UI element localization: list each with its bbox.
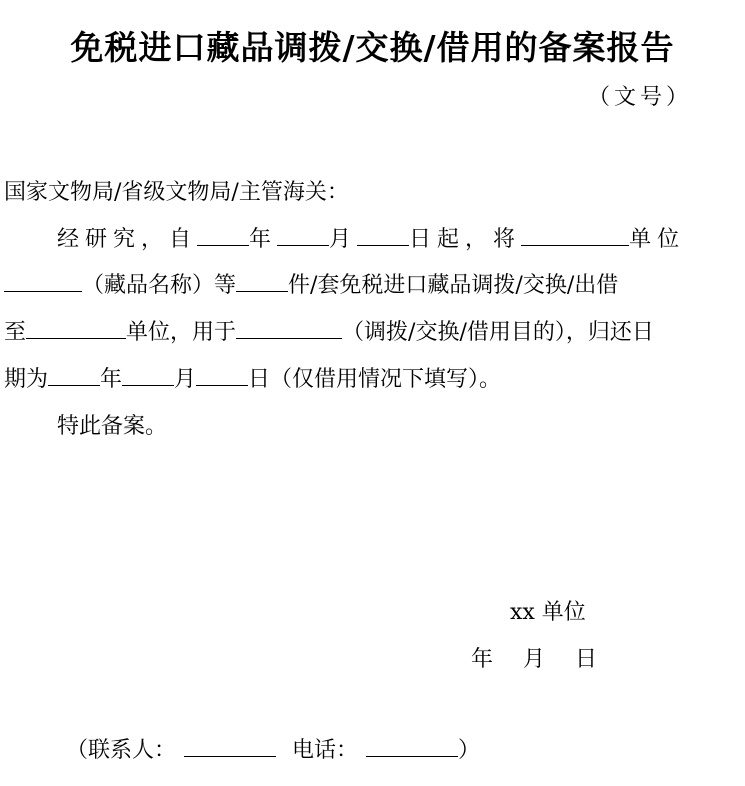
blank-source-unit[interactable] <box>521 225 629 246</box>
date-month-label: 月 <box>523 647 546 672</box>
contact-close: ） <box>458 738 481 763</box>
text-since: 经研究，自 <box>57 227 198 252</box>
body-line-2 <box>4 268 618 299</box>
text-period: 期为 <box>4 367 49 392</box>
blank-item-count[interactable] <box>236 271 288 292</box>
body-line-1 <box>57 222 685 253</box>
text-year-2: 年 <box>100 367 123 392</box>
closing-text: 特此备案。 <box>57 414 168 439</box>
blank-start-day[interactable] <box>357 225 409 246</box>
date-year-label: 年 <box>471 647 494 672</box>
text-month: 月 <box>329 227 358 252</box>
blank-purpose[interactable] <box>236 318 342 339</box>
blank-start-month[interactable] <box>277 225 329 246</box>
blank-contact-person[interactable] <box>184 736 276 757</box>
blank-return-day[interactable] <box>196 365 248 386</box>
addressee: 国家文物局/省级文物局/主管海关： <box>4 180 349 205</box>
contact-person-label: （联系人： <box>66 738 177 763</box>
contact-line <box>66 733 480 764</box>
blank-contact-phone[interactable] <box>366 736 458 757</box>
signing-unit: xx 单位 <box>510 600 586 625</box>
document-title: 免税进口藏品调拨/交换/借用的备案报告 <box>70 28 675 67</box>
blank-item-name[interactable] <box>4 271 82 292</box>
text-month-2: 月 <box>174 367 197 392</box>
text-year: 年 <box>249 227 278 252</box>
text-day-from: 日起，将 <box>409 227 522 252</box>
text-unit-for: 单位，用于 <box>126 320 237 345</box>
blank-start-year[interactable] <box>197 225 249 246</box>
text-purpose-label: （调拨/交换/借用目的），归还日 <box>342 320 654 345</box>
body-line-4 <box>4 362 501 393</box>
signing-date <box>471 642 597 673</box>
text-to: 至 <box>4 320 27 345</box>
text-unit: 单位 <box>629 227 686 252</box>
document-number: （文号） <box>588 85 693 110</box>
blank-target-unit[interactable] <box>26 318 126 339</box>
body-line-3 <box>4 315 654 346</box>
contact-phone-label: 电话： <box>292 738 359 763</box>
text-items-purpose: 件/套免税进口藏品调拨/交换/出借 <box>288 273 619 298</box>
date-day-label: 日 <box>575 647 598 672</box>
text-item-name-label: （藏品名称）等 <box>82 273 237 298</box>
text-day-note: 日（仅借用情况下填写）。 <box>248 367 502 392</box>
blank-return-year[interactable] <box>48 365 100 386</box>
blank-return-month[interactable] <box>122 365 174 386</box>
